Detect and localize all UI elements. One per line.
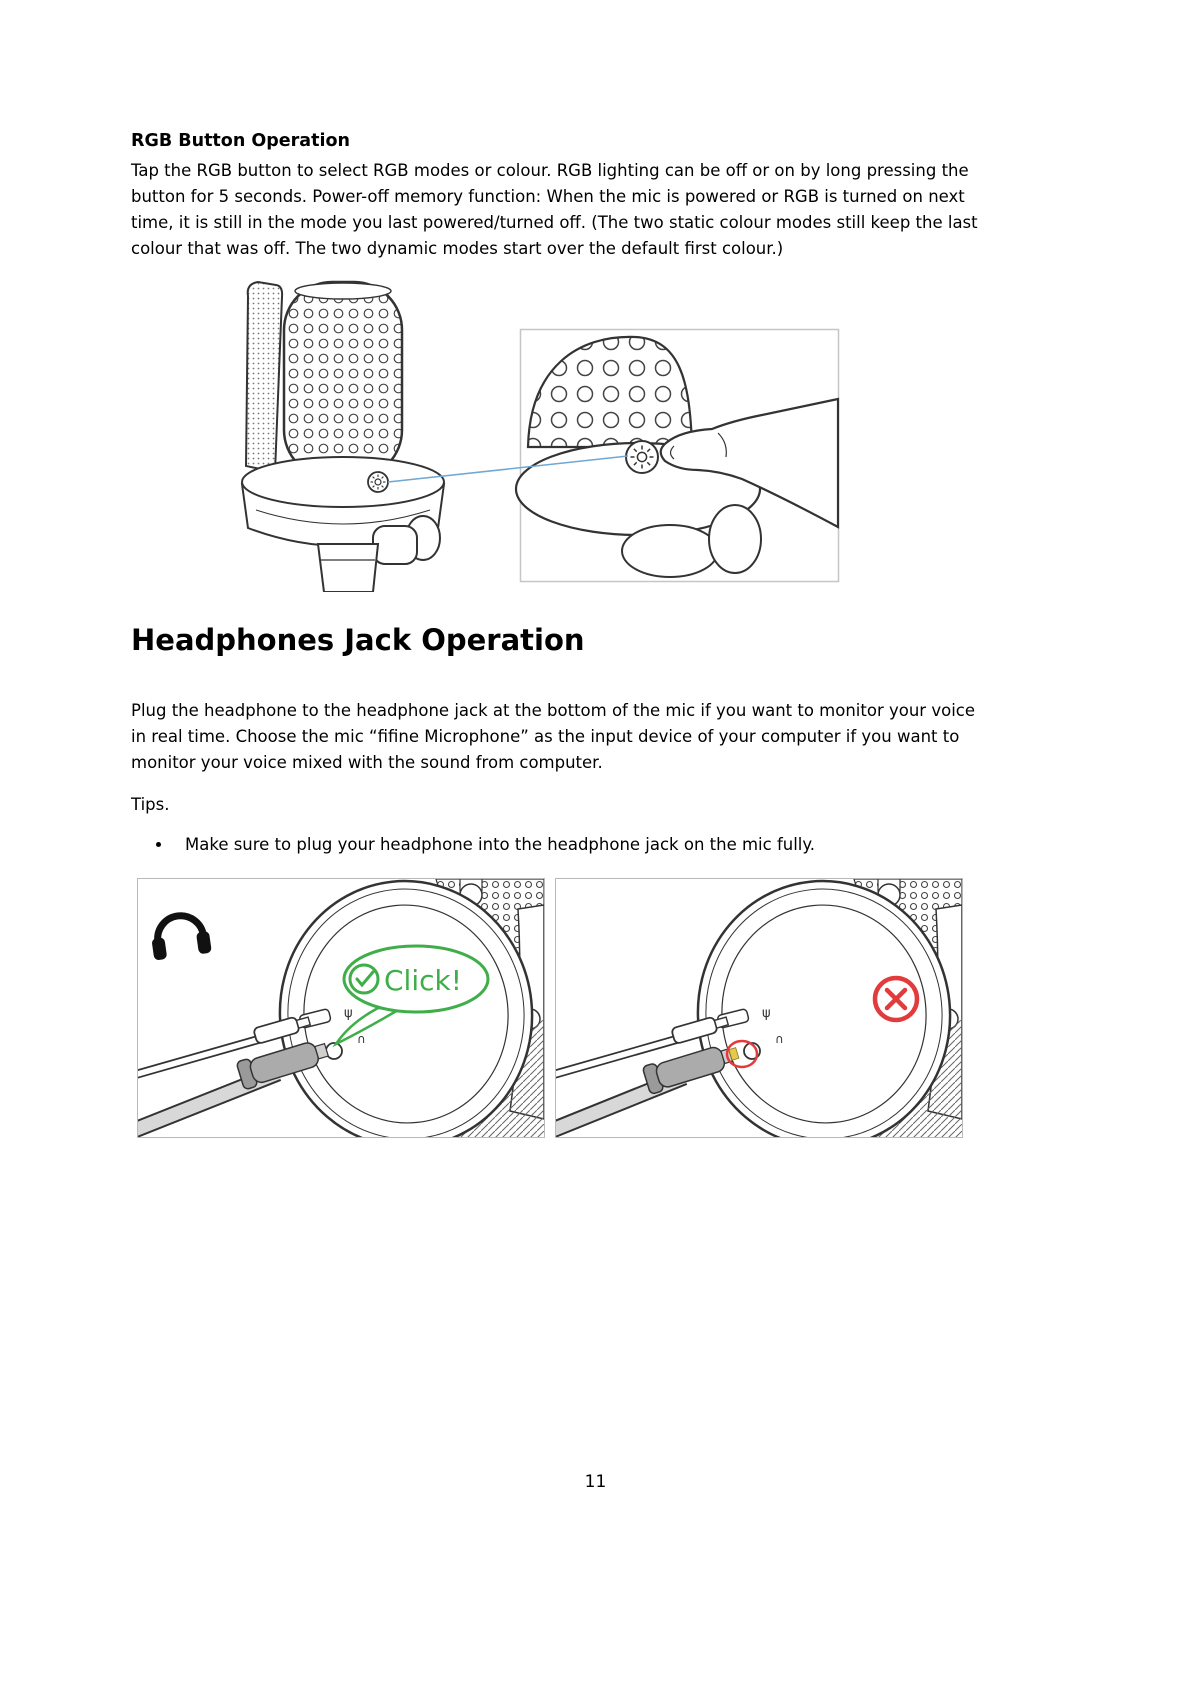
check-icon (350, 965, 378, 993)
incorrect-plug-svg (556, 879, 962, 1137)
section-title-headphones: Headphones Jack Operation (131, 623, 585, 657)
mic-top-cap (295, 283, 391, 299)
page-number: 11 (584, 1472, 607, 1492)
headphones-icon (149, 912, 212, 961)
mic-grille (284, 282, 402, 478)
correct-plug-svg (138, 879, 544, 1137)
figure-incorrect-plug (555, 878, 963, 1138)
click-label: Click! (384, 964, 462, 997)
usb-engraving-icon: ψ (344, 1006, 353, 1021)
section-title-rgb: RGB Button Operation (131, 131, 350, 151)
headphone-engraving-icon: ∩ (357, 1032, 366, 1046)
figure-headphone-jack (137, 878, 1063, 1138)
microphone-illustration (242, 282, 444, 592)
rgb-figure-svg (131, 274, 1063, 592)
section-body-rgb: Tap the RGB button to select RGB modes or colour. RGB lighting can be off or on by long pressing the button for 5 seconds. Power-off memory function: When the mic is powered or RGB is turned on next time, it is still in the mode you last powered/turned off. (The two static colour modes still keep the last colour that was off. The two dynamic modes start over the default first colour.) (131, 161, 978, 258)
rgb-button-icon (368, 472, 388, 492)
headphone-engraving-icon: ∩ (775, 1032, 784, 1046)
usb-engraving-icon: ψ (762, 1006, 771, 1021)
mic-base-top (242, 457, 444, 507)
section-body-headphones: Plug the headphone to the headphone jack at the bottom of the mic if you want to monitor your voice in real time. Choose the mic “fifine Microphone” as the input device of your computer if you want to monitor your voice mixed with the sound from computer. (131, 701, 975, 772)
figure-correct-plug (137, 878, 545, 1138)
rgb-closeup-box (516, 330, 839, 582)
mic-side-plate (246, 282, 282, 472)
page-content (131, 128, 1063, 1138)
tips-list (131, 832, 1063, 858)
headphone-plug (556, 1039, 742, 1131)
tip-item: • Make sure to plug your headphone into the headphone jack on the mic fully. (173, 832, 1063, 858)
tips-label: Tips. (131, 795, 170, 814)
rgb-button-closeup-icon (626, 441, 658, 473)
figure-rgb-button (131, 274, 1063, 592)
